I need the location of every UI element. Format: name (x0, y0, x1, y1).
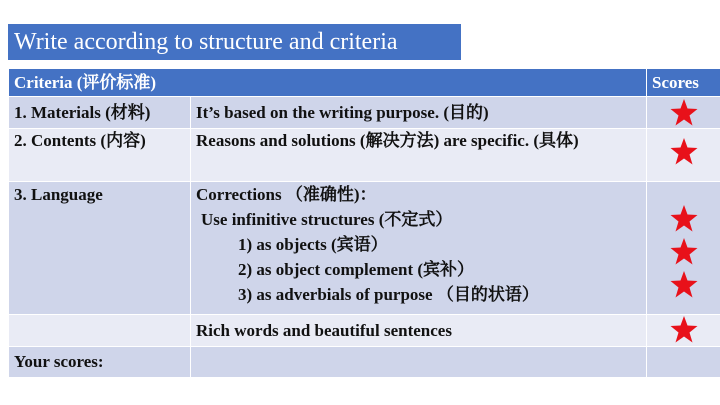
criterion-cell: 2. Contents (内容) (9, 129, 191, 182)
language-line: 2) as object complement (宾补） (238, 260, 475, 279)
table-header-row (9, 69, 720, 97)
score-cell (647, 129, 720, 182)
criterion-cell (9, 315, 191, 347)
star-icon (669, 137, 699, 167)
description-cell: It’s based on the writing purpose. (目的) (191, 97, 647, 129)
description-cell (191, 182, 647, 315)
table-row (9, 97, 720, 129)
description-cell: Reasons and solutions (解决方法) are specific. (具体) (191, 129, 647, 182)
table-row (9, 315, 720, 347)
criterion-cell: 3. Language (9, 182, 191, 315)
criterion-cell: 1. Materials (材料) (9, 97, 191, 129)
score-cell (647, 315, 720, 347)
criteria-header: Criteria (评价标准) (9, 69, 647, 97)
star-icon (669, 315, 699, 345)
star-icon (669, 98, 699, 128)
score-cell (647, 97, 720, 129)
score-cell[interactable] (647, 347, 720, 378)
language-line: Use infinitive structures (不定式） (201, 210, 453, 229)
star-icon (669, 237, 699, 267)
language-line: 3) as adverbials of purpose （目的状语） (238, 285, 539, 304)
table-row (9, 182, 720, 315)
language-line: 1) as objects (宾语） (238, 235, 388, 254)
table-row (9, 129, 720, 182)
score-cell (647, 182, 720, 315)
your-scores-label: Your scores: (9, 347, 191, 378)
table-row (9, 347, 720, 378)
your-scores-input[interactable] (191, 347, 647, 378)
slide-title: Write according to structure and criteria (8, 24, 461, 60)
star-icon (669, 204, 699, 234)
star-icon (669, 270, 699, 300)
scores-header: Scores (647, 69, 720, 97)
language-line: Corrections （准确性)： (196, 185, 377, 204)
description-cell: Rich words and beautiful sentences (191, 315, 647, 347)
criteria-table (8, 68, 720, 378)
